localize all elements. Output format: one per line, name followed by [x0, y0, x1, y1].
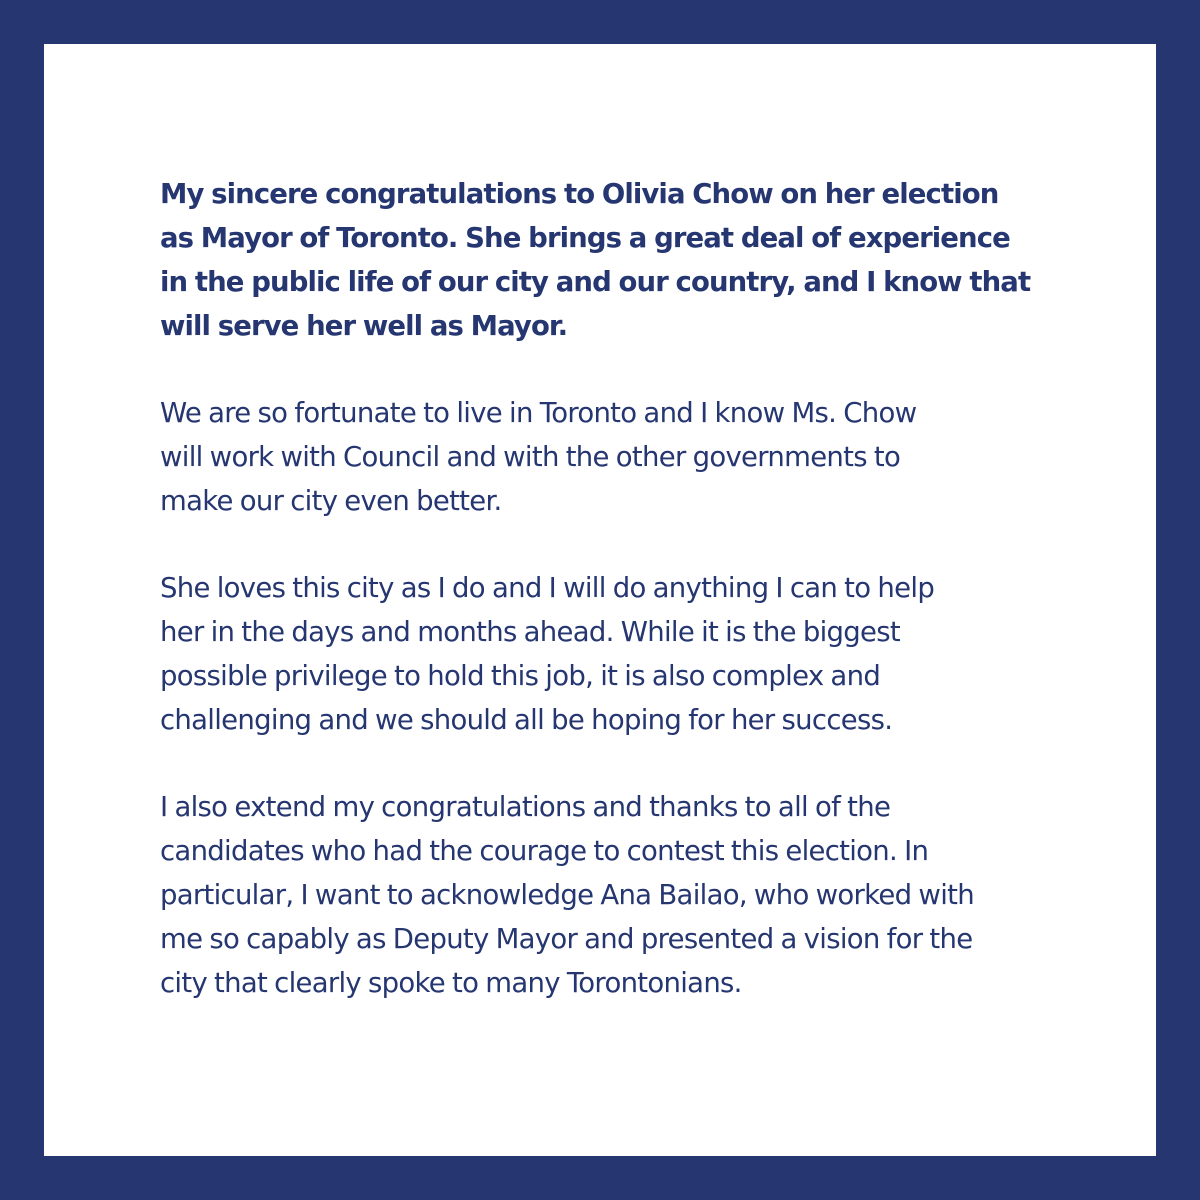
- paragraph-line: candidates who had the courage to contest this election. In: [160, 835, 929, 867]
- paragraph-line: as Mayor of Toronto. She brings a great deal of experience: [160, 222, 1010, 254]
- paragraph-line: me so capably as Deputy Mayor and presented a vision for the: [160, 923, 973, 955]
- paragraph-line: We are so fortunate to live in Toronto and I know Ms. Chow: [160, 397, 917, 429]
- paragraph-line: city that clearly spoke to many Torontonians.: [160, 967, 742, 999]
- paragraph-line: will serve her well as Mayor.: [160, 310, 568, 342]
- paragraph-fortunate: [160, 391, 1060, 523]
- statement-card: [44, 44, 1156, 1156]
- paragraph-line: particular, I want to acknowledge Ana Bailao, who worked with: [160, 879, 974, 911]
- paragraph-support: [160, 566, 1060, 742]
- statement-body: [160, 172, 1060, 1048]
- paragraph-line: her in the days and months ahead. While it is the biggest: [160, 616, 900, 648]
- paragraph-congratulations: [160, 172, 1060, 348]
- paragraph-line: make our city even better.: [160, 485, 502, 517]
- paragraph-line: possible privilege to hold this job, it is also complex and: [160, 660, 881, 692]
- paragraph-line: in the public life of our city and our country, and I know that: [160, 266, 1031, 298]
- paragraph-line: challenging and we should all be hoping for her success.: [160, 704, 893, 736]
- paragraph-line: will work with Council and with the other governments to: [160, 441, 901, 473]
- paragraph-line: She loves this city as I do and I will do anything I can to help: [160, 572, 935, 604]
- paragraph-line: I also extend my congratulations and thanks to all of the: [160, 791, 891, 823]
- paragraph-line: My sincere congratulations to Olivia Chow on her election: [160, 178, 999, 210]
- paragraph-candidates: [160, 785, 1060, 1005]
